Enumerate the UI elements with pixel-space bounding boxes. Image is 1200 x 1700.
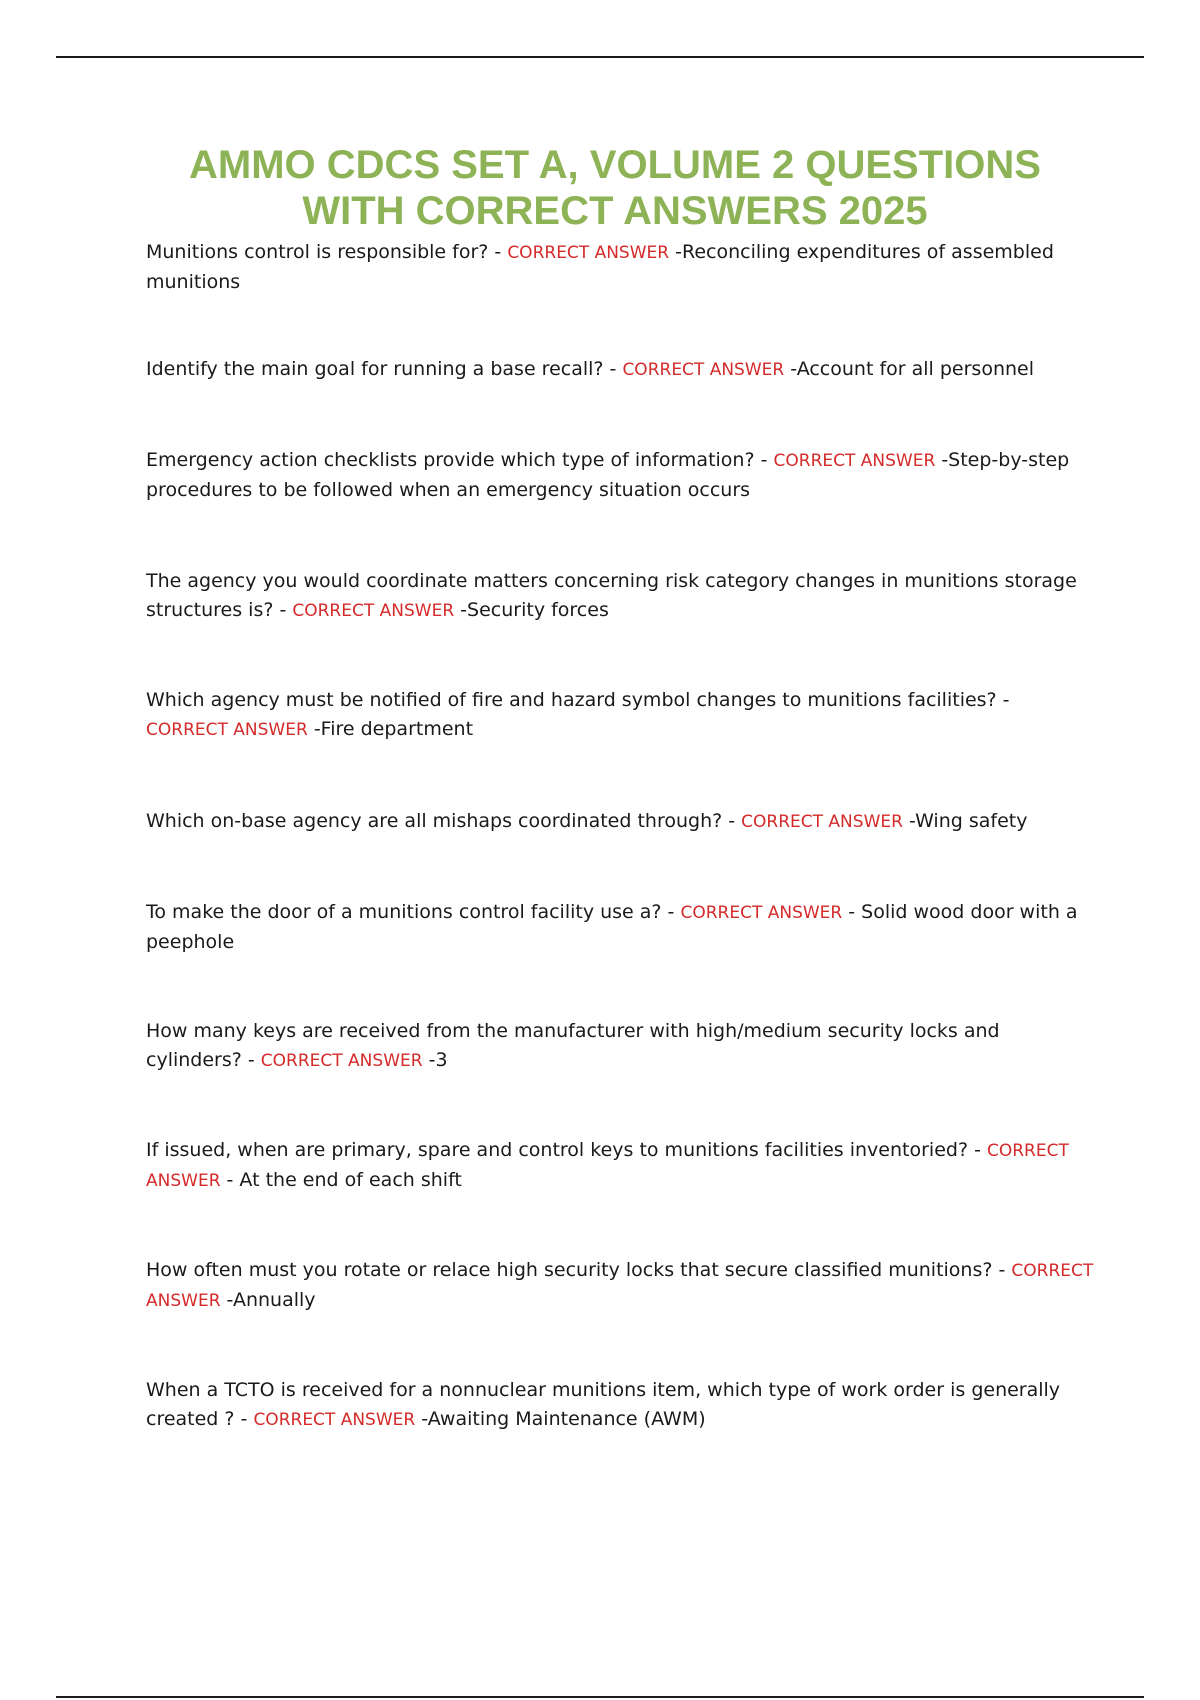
answer-text: -Step-by-step procedures to be followed when an emergency situation occurs (146, 449, 1070, 501)
correct-answer-tag: CORRECT ANSWER (146, 1261, 1094, 1311)
answer-text: -Reconciling expenditures of assembled munitions (146, 241, 1054, 293)
question-text: Emergency action checklists provide which type of information? - (146, 449, 774, 471)
correct-answer-tag: CORRECT ANSWER (146, 720, 308, 740)
answer-text: - At the end of each shift (220, 1169, 462, 1191)
question-text: To make the door of a munitions control facility use a? - (146, 901, 681, 923)
qa-item (146, 1376, 1096, 1435)
qa-item (146, 1136, 1096, 1196)
question-text: Munitions control is responsible for? - (146, 241, 508, 263)
correct-answer-tag: CORRECT ANSWER (260, 1051, 423, 1071)
qa-item (146, 355, 1096, 385)
answer-text: -Security forces (454, 599, 609, 621)
question-text: If issued, when are primary, spare and control keys to munitions facilities inventoried? - (146, 1139, 987, 1161)
qa-item (146, 567, 1096, 626)
bottom-rule (56, 1696, 1144, 1698)
question-text: When a TCTO is received for a nonnuclear munitions item, which type of work order is generally created ? - (146, 1379, 1061, 1430)
answer-text: -Fire department (307, 718, 474, 740)
correct-answer-tag: CORRECT ANSWER (292, 601, 455, 621)
qa-item (146, 1017, 1096, 1076)
question-text: Which on-base agency are all mishaps coordinated through? - (146, 810, 742, 832)
question-text: How often must you rotate or relace high security locks that secure classified munitions? - (146, 1259, 1012, 1281)
answer-text: -Annually (220, 1289, 316, 1311)
qa-item (146, 446, 1096, 505)
correct-answer-tag: CORRECT ANSWER (146, 1141, 1069, 1191)
correct-answer-tag: CORRECT ANSWER (622, 360, 785, 380)
qa-item (146, 807, 1096, 837)
correct-answer-tag: CORRECT ANSWER (741, 812, 903, 832)
answer-text: -Wing safety (902, 810, 1028, 832)
document-title (0, 142, 1200, 234)
question-text: Which agency must be notified of fire and hazard symbol changes to munitions facilities? - (146, 689, 1010, 711)
title-line-2: WITH CORRECT ANSWERS 2025 (302, 189, 928, 233)
answer-text: - Solid wood door with a peephole (146, 901, 1078, 953)
question-text: Identify the main goal for running a base recall? - (146, 358, 623, 380)
qa-item (146, 898, 1096, 957)
answer-text: -Account for all personnel (784, 358, 1034, 380)
question-text: How many keys are received from the manufacturer with high/medium security locks and cylinders? - (146, 1020, 1000, 1071)
correct-answer-tag: CORRECT ANSWER (680, 903, 843, 923)
answer-text: -3 (422, 1049, 448, 1071)
top-rule (56, 56, 1144, 58)
title-line-1: AMMO CDCS SET A, VOLUME 2 QUESTIONS (189, 143, 1041, 187)
qa-item (146, 238, 1096, 297)
answer-text: -Awaiting Maintenance (AWM) (415, 1408, 706, 1430)
correct-answer-tag: CORRECT ANSWER (773, 451, 936, 471)
qa-item (146, 686, 1096, 745)
correct-answer-tag: CORRECT ANSWER (253, 1410, 416, 1430)
qa-item (146, 1256, 1096, 1316)
question-text: The agency you would coordinate matters concerning risk category changes in munitions storage structures is? - (146, 570, 1077, 621)
correct-answer-tag: CORRECT ANSWER (507, 243, 670, 263)
